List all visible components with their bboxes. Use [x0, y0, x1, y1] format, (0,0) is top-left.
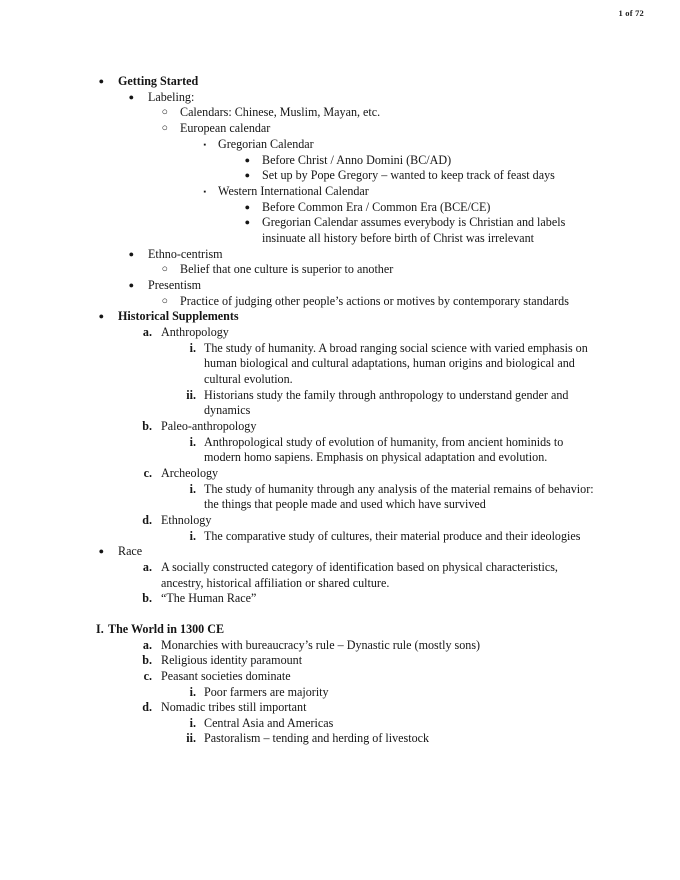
- outline-item: [0, 435, 680, 466]
- outline-item-text: The World in 1300 CE: [108, 621, 225, 636]
- list-marker: ii.: [186, 731, 196, 746]
- list-marker: ○: [161, 264, 168, 276]
- outline-item-text: Race: [118, 544, 143, 559]
- outline-item: [0, 121, 680, 137]
- page-indicator: 1 of 72: [618, 8, 644, 18]
- outline-item-text: Monarchies with bureaucracy’s rule – Dynastic rule (mostly sons): [161, 637, 481, 652]
- outline-item: [0, 90, 680, 106]
- outline-item-text: Labeling:: [148, 89, 195, 104]
- list-marker: ●: [244, 217, 250, 228]
- outline-item: [0, 544, 680, 560]
- list-marker: a.: [142, 637, 152, 652]
- outline-item-text: A socially constructed category of identification based on physical characteristics, ancestry, historical affiliation or shared culture.: [161, 559, 558, 590]
- outline-item-text: Central Asia and Americas: [204, 715, 334, 730]
- outline-item-text: Set up by Pope Gregory – wanted to keep track of feast days: [262, 168, 555, 183]
- list-marker: i.: [189, 434, 196, 449]
- list-marker: ▪: [203, 186, 206, 196]
- outline-item: [0, 731, 680, 747]
- outline-item: [0, 591, 680, 607]
- list-marker: ●: [244, 154, 250, 165]
- list-marker: ●: [98, 311, 104, 322]
- outline-item-text: Belief that one culture is superior to another: [180, 262, 394, 277]
- outline-item: [0, 325, 680, 341]
- outline-item-text: Presentism: [148, 278, 202, 292]
- outline-item: [0, 529, 680, 545]
- outline-item-text: Before Christ / Anno Domini (BC/AD): [262, 152, 452, 167]
- outline-item-text: Anthropological study of evolution of humanity, from ancient hominids to modern homo sapiens. Emphasis on physical adaptation and evolution.: [204, 434, 564, 465]
- list-marker: ii.: [186, 387, 196, 402]
- outline-item: [0, 341, 680, 388]
- outline-item: [0, 482, 680, 513]
- outline-item: [0, 685, 680, 701]
- outline-item-text: Practice of judging other people’s actions or motives by contemporary standards: [180, 293, 569, 308]
- outline-item: [0, 638, 680, 654]
- outline-item-text: Historians study the family through anthropology to understand gender and dynamics: [204, 387, 569, 418]
- outline-item: [0, 247, 680, 263]
- outline-spacer: [0, 607, 680, 622]
- list-marker: b.: [142, 591, 152, 606]
- list-marker: c.: [143, 668, 152, 683]
- outline-item: [0, 74, 680, 90]
- outline-item: [0, 513, 680, 529]
- outline-item: [0, 262, 680, 278]
- outline-item-text: The study of humanity through any analysis of the material remains of behavior: the things that people made and used which have survived: [204, 481, 594, 512]
- list-marker: d.: [142, 512, 152, 527]
- list-marker: i.: [189, 715, 196, 730]
- list-marker: ●: [98, 76, 104, 86]
- outline-item: [0, 105, 680, 121]
- outline-item: [0, 184, 680, 200]
- outline-item: [0, 294, 680, 310]
- list-marker: ●: [128, 248, 134, 259]
- list-marker: ●: [128, 280, 134, 290]
- outline-body: [0, 74, 680, 747]
- outline-item-text: Peasant societies dominate: [161, 668, 291, 683]
- outline-item-text: Ethno-centrism: [148, 246, 223, 261]
- list-marker: ●: [244, 201, 250, 212]
- outline-item-text: Religious identity paramount: [161, 653, 303, 668]
- outline-item-text: Gregorian Calendar: [218, 136, 314, 151]
- outline-item: [0, 168, 680, 184]
- outline-item-text: Nomadic tribes still important: [161, 700, 307, 715]
- list-marker: ●: [128, 91, 134, 102]
- outline-item: [0, 388, 680, 419]
- list-marker: a.: [142, 559, 152, 574]
- outline-item: [0, 669, 680, 685]
- list-marker: ○: [161, 107, 168, 119]
- list-marker: b.: [142, 653, 152, 668]
- list-marker: i.: [189, 481, 196, 496]
- outline-item-text: Western International Calendar: [218, 183, 369, 198]
- outline-item-text: Before Common Era / Common Era (BCE/CE): [262, 199, 491, 214]
- list-marker: ●: [244, 170, 250, 181]
- outline-item: [0, 137, 680, 153]
- outline-item: [0, 153, 680, 169]
- outline-item-text: European calendar: [180, 121, 271, 136]
- outline-item: [0, 700, 680, 716]
- list-marker: i.: [189, 340, 196, 355]
- outline-item-text: Gregorian Calendar assumes everybody is Christian and labels insinuate all history before birth of Christ was irrelevant: [262, 215, 566, 245]
- list-marker: c.: [143, 465, 152, 480]
- outline-item: [0, 215, 680, 246]
- outline-item: [0, 466, 680, 482]
- list-marker: a.: [142, 325, 152, 340]
- list-marker: I.: [96, 621, 104, 636]
- outline-item-text: The comparative study of cultures, their material produce and their ideologies: [204, 528, 581, 543]
- outline-item-text: “The Human Race”: [161, 591, 257, 606]
- outline-item-text: Pastoralism – tending and herding of livestock: [204, 731, 430, 746]
- outline-item-text: Getting Started: [118, 74, 199, 88]
- outline-item-text: Archeology: [161, 465, 219, 480]
- list-marker: ○: [161, 123, 168, 135]
- outline-item: [0, 278, 680, 294]
- outline-item-text: Ethnology: [161, 512, 212, 527]
- list-marker: d.: [142, 700, 152, 715]
- outline-item: [0, 560, 680, 591]
- outline-item: [0, 622, 680, 638]
- outline-item-text: Anthropology: [161, 325, 229, 340]
- list-marker: ▪: [203, 139, 206, 149]
- outline-item: [0, 309, 680, 325]
- outline-item: [0, 419, 680, 435]
- list-marker: i.: [189, 684, 196, 699]
- outline-item-text: Historical Supplements: [118, 309, 239, 324]
- outline-item: [0, 653, 680, 669]
- outline-item: [0, 716, 680, 732]
- list-marker: ●: [98, 546, 104, 557]
- outline-item: [0, 200, 680, 216]
- outline-item-text: Calendars: Chinese, Muslim, Mayan, etc.: [180, 105, 381, 120]
- outline-item-text: The study of humanity. A broad ranging social science with varied emphasis on human biological and cultural adaptations, human origins and biological and cultural evolution.: [204, 340, 588, 387]
- list-marker: b.: [142, 419, 152, 433]
- list-marker: i.: [189, 528, 196, 543]
- list-marker: ○: [161, 295, 168, 307]
- outline-item-text: Paleo-anthropology: [161, 419, 257, 433]
- outline-item-text: Poor farmers are majority: [204, 684, 329, 699]
